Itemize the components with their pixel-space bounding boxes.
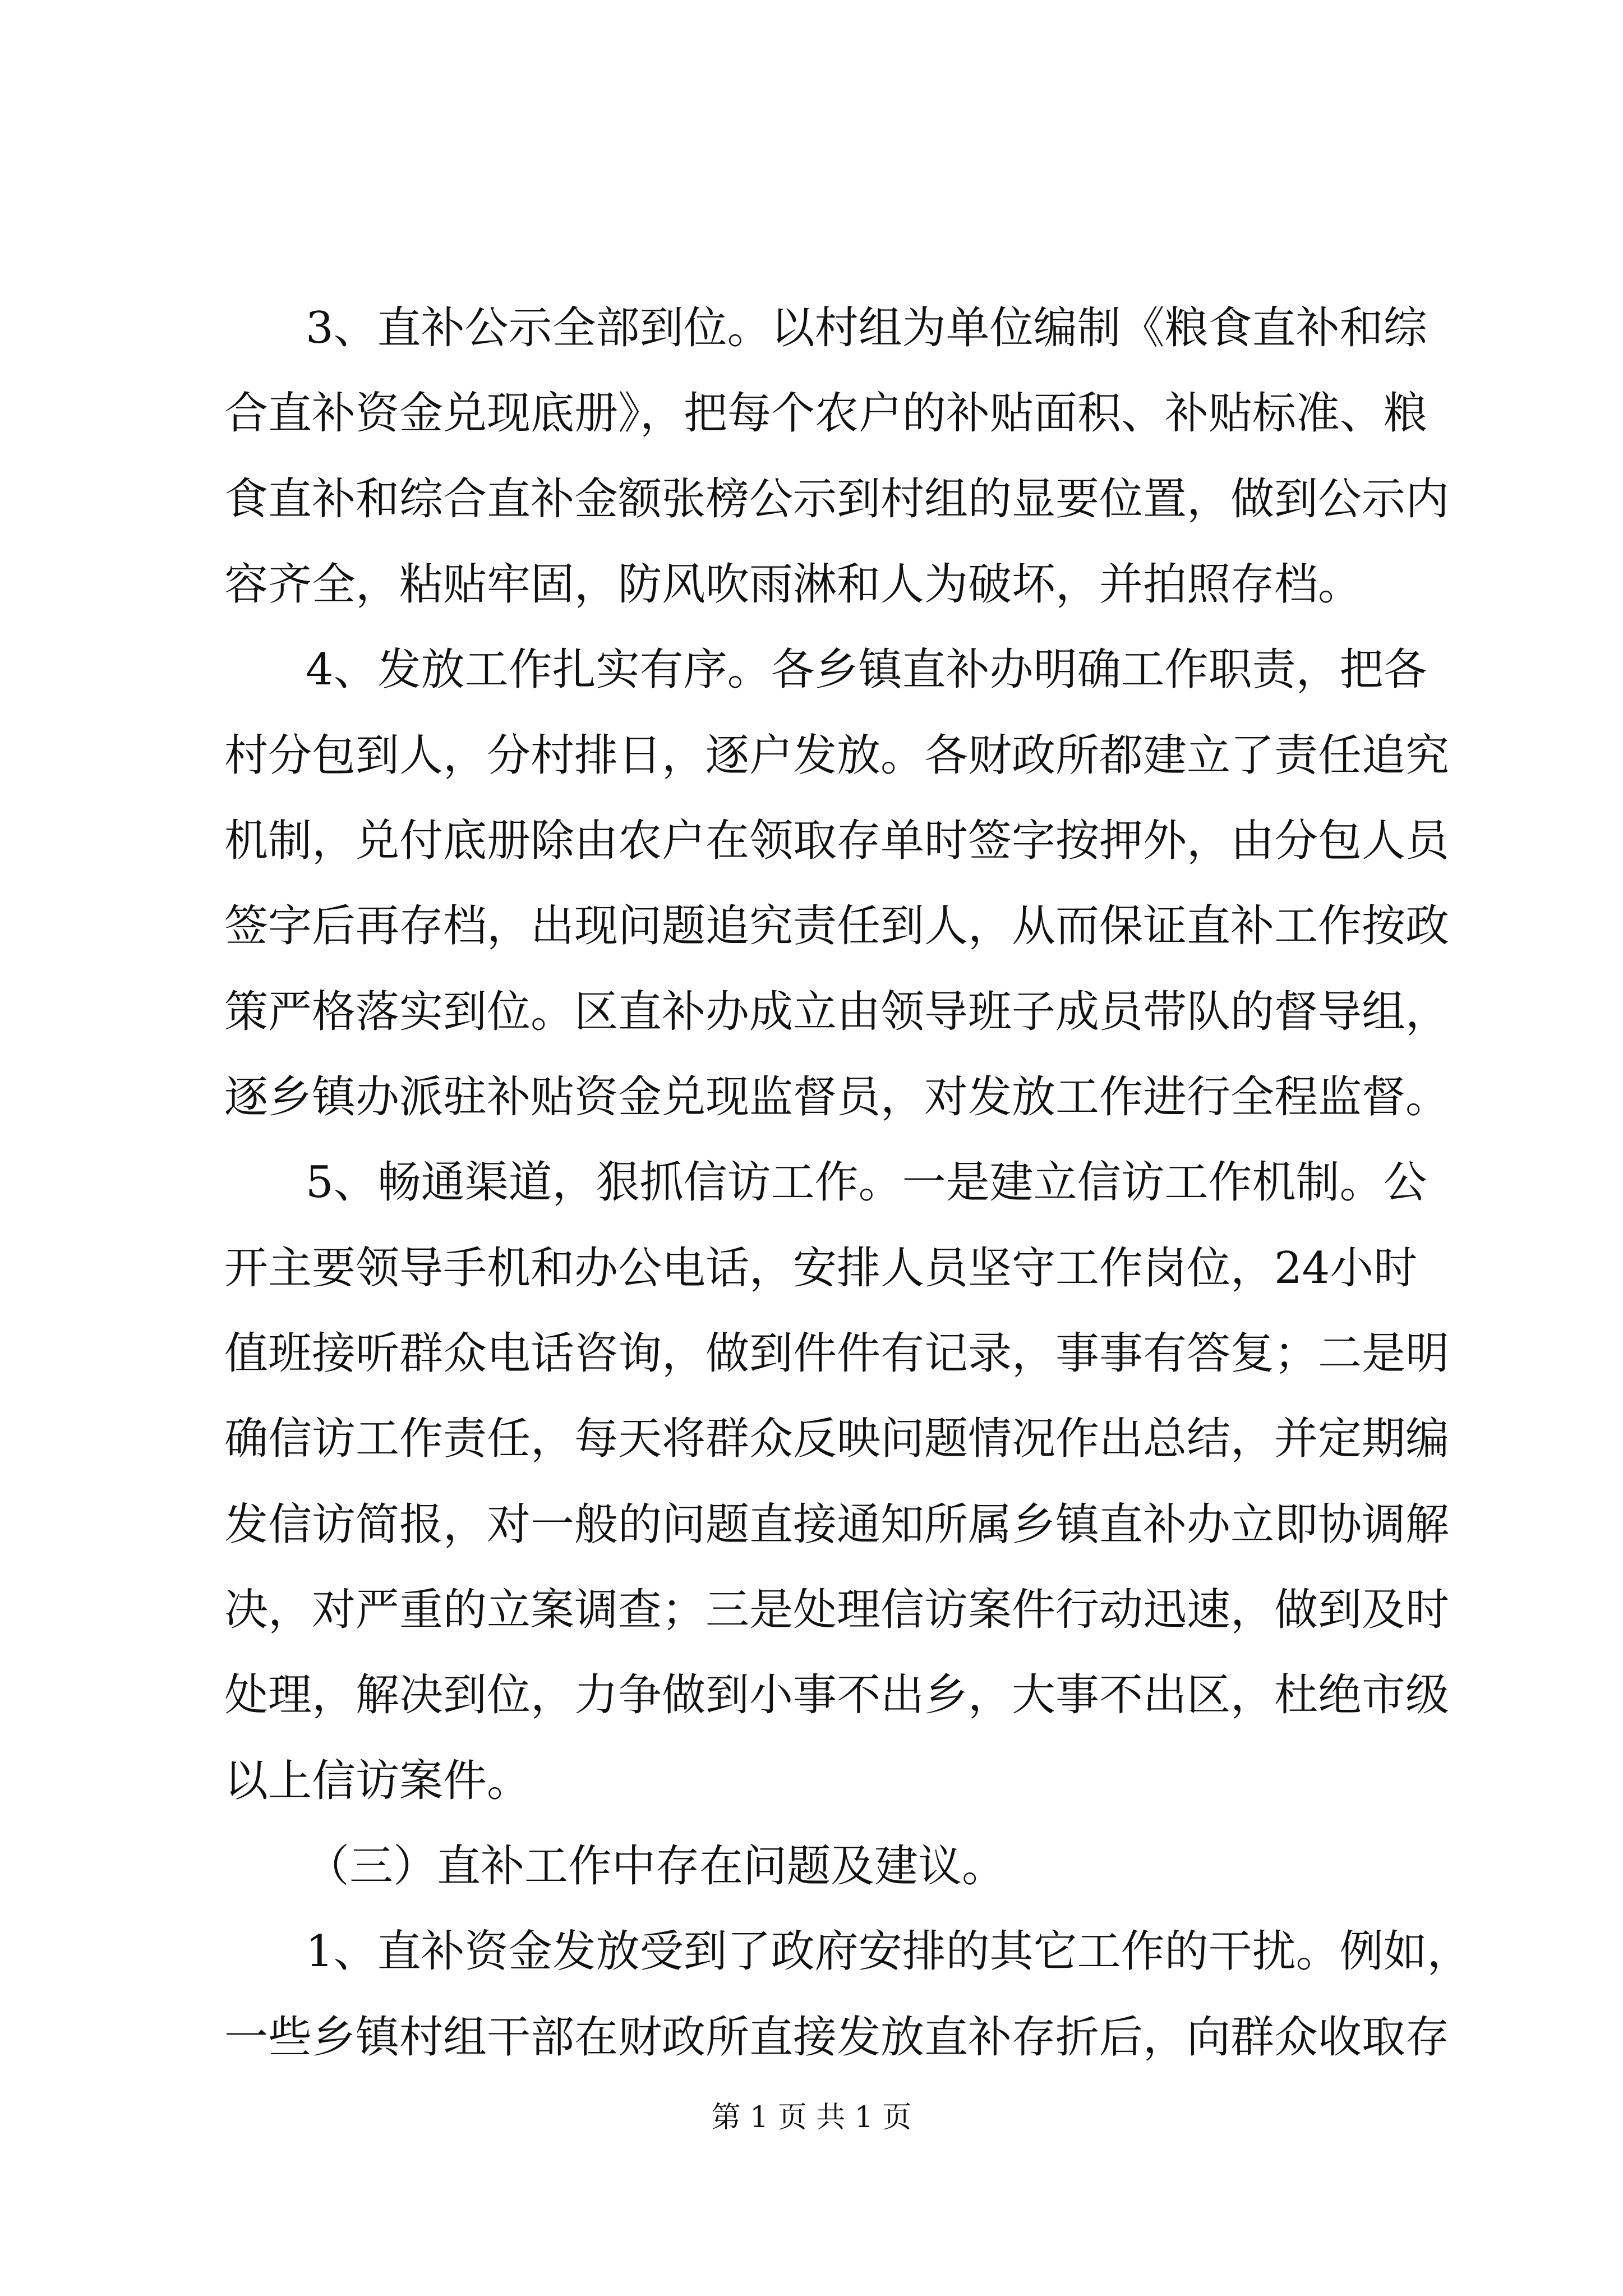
paragraph-5-line-2: 开主要领导手机和办公电话，安排人员坚守工作岗位，24小时 (224, 1243, 1418, 1294)
paragraph-4-line-2: 村分包到人，分村排日，逐户发放。各财政所都建立了责任追究 (224, 730, 1450, 781)
page-footer: 第 1 页 共 1 页 (711, 2101, 912, 2134)
paragraph-4-line-6: 逐乡镇办派驻补贴资金兑现监督员，对发放工作进行全程监督。 (224, 1072, 1450, 1122)
paragraph-3-line-2: 合直补资金兑现底册》，把每个农户的补贴面积、补贴标准、粮 (224, 388, 1428, 439)
paragraph-5-line-8: 以上信访案件。 (224, 1756, 531, 1806)
paragraph-3-line-4: 容齐全，粘贴牢固，防风吹雨淋和人为破坏，并拍照存档。 (224, 559, 1362, 610)
paragraph-4-line-4: 签字后再存档，出现问题追究责任到人，从而保证直补工作按政 (224, 901, 1450, 951)
paragraph-4-line-1: 4、发放工作扎实有序。各乡镇直补办明确工作职责，把各 (306, 645, 1427, 695)
paragraph-3-line-3: 食直补和综合直补金额张榜公示到村组的显要位置，做到公示内 (224, 474, 1450, 524)
paragraph-5-line-5: 发信访简报，对一般的问题直接通知所属乡镇直补办立即协调解 (224, 1499, 1450, 1550)
paragraph-5-line-6: 决，对严重的立案调查；三是处理信访案件行动迅速，做到及时 (224, 1585, 1450, 1635)
paragraph-1-line-2: 一些乡镇村组干部在财政所直接发放直补存折后，向群众收取存 (224, 2012, 1450, 2063)
paragraph-5-line-3: 值班接听群众电话咨询，做到件件有记录，事事有答复；二是明 (224, 1328, 1450, 1379)
paragraph-5-line-1: 5、畅通渠道，狠抓信访工作。一是建立信访工作机制。公 (306, 1157, 1427, 1208)
paragraph-5-line-7: 处理，解决到位，力争做到小事不出乡，大事不出区，杜绝市级 (224, 1670, 1450, 1720)
section-heading-3: （三）直补工作中存在问题及建议。 (306, 1841, 1006, 1892)
paragraph-1-line-1: 1、直补资金发放受到了政府安排的其它工作的干扰。例如， (306, 1926, 1471, 1977)
paragraph-3-line-1: 3、直补公示全部到位。以村组为单位编制《粮食直补和综 (306, 303, 1427, 353)
paragraph-5-line-4: 确信访工作责任，每天将群众反映问题情况作出总结，并定期编 (224, 1414, 1450, 1464)
paragraph-4-line-5: 策严格落实到位。区直补办成立由领导班子成员带队的督导组， (224, 987, 1450, 1037)
paragraph-4-line-3: 机制，兑付底册除由农户在领取存单时签字按押外，由分包人员 (224, 816, 1450, 866)
